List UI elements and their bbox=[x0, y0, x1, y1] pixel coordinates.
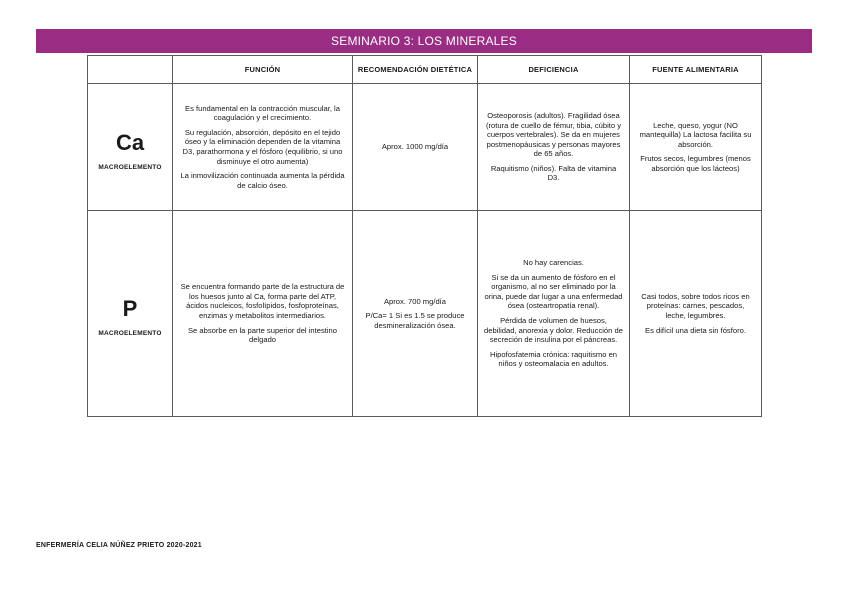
paragraph: Osteoporosis (adultos). Fragilidad ósea (rotura de cuello de fémur, tibia, cúbito y cuerpos vertebrales). Se da en mujeres postmenopáusicas y personas mayores de 65 años. bbox=[485, 110, 622, 159]
page-banner bbox=[36, 29, 812, 53]
header-deficiencia: DEFICIENCIA bbox=[478, 56, 630, 84]
paragraph: Casi todos, sobre todos ricos en proteínas: carnes, pescados, leche, legumbres. bbox=[641, 291, 750, 320]
paragraph: Es difícil una dieta sin fósforo. bbox=[645, 325, 746, 335]
paragraph: Aprox. 1000 mg/día bbox=[381, 142, 449, 152]
paragraph: Hipofosfatemia crónica: raquitismo en niños y osteomalacia en adultos. bbox=[489, 349, 618, 369]
footer-credit: ENFERMERÍA CELIA NÚÑEZ PRIETO 2020-2021 bbox=[36, 542, 202, 549]
paragraph: Su regulación, absorción, depósito en el tejido óseo y la eliminación dependen de la vitamina D3, parathormona y el fósforo (equilibrio, si uno disminuye el otro aumenta) bbox=[182, 127, 343, 166]
header-fuente: FUENTE ALIMENTARIA bbox=[630, 56, 762, 84]
paragraph: Leche, queso, yogur (NO mantequilla) La lactosa facilita su absorción. bbox=[639, 120, 752, 149]
mineral-type: MACROELEMENTO bbox=[98, 163, 162, 171]
paragraph: Si se da un aumento de fósforo en el organismo, al no ser eliminado por la orina, puede dar lugar a una enfermedad ósea (osteartropatía renal). bbox=[484, 272, 623, 311]
header-row bbox=[88, 56, 762, 84]
funcion-cell bbox=[173, 84, 353, 211]
recomendacion-cell bbox=[353, 211, 478, 417]
deficiencia-cell bbox=[478, 84, 630, 211]
table-row bbox=[88, 211, 762, 417]
mineral-symbol: P bbox=[122, 296, 138, 321]
header-recomendacion: RECOMENDACIÓN DIETÉTICA bbox=[353, 56, 478, 84]
fuente-cell bbox=[630, 84, 762, 211]
recomendacion-cell bbox=[353, 84, 478, 211]
mineral-type: MACROELEMENTO bbox=[98, 330, 162, 337]
header-mineral bbox=[88, 56, 173, 84]
header-funcion: FUNCIÓN bbox=[173, 56, 353, 84]
fuente-cell bbox=[630, 211, 762, 417]
paragraph: Es fundamental en la contracción muscular, la coagulación y el crecimiento. bbox=[185, 103, 340, 123]
paragraph: Aprox. 700 mg/día bbox=[383, 296, 447, 306]
funcion-cell bbox=[173, 211, 353, 417]
paragraph: No hay carencias. bbox=[523, 258, 584, 268]
mineral-cell bbox=[88, 84, 173, 211]
paragraph: Se absorbe en la parte superior del intestino delgado bbox=[187, 325, 338, 345]
paragraph: Se encuentra formando parte de la estructura de los huesos junto al Ca, forma parte del ATP, ácidos nucleicos, fosfolípidos, fosfoproteínas, enzimas y metabolitos intermediarios. bbox=[180, 282, 345, 320]
paragraph: Pérdida de volumen de huesos, debilidad, anorexia y dolor. Reducción de secreción de insulina por el páncreas. bbox=[484, 316, 623, 345]
mineral-symbol: Ca bbox=[115, 129, 145, 155]
minerals-table bbox=[87, 55, 762, 417]
paragraph: Raquitismo (niños). Falta de vitamina D3. bbox=[490, 163, 617, 183]
deficiencia-cell bbox=[478, 211, 630, 417]
paragraph: P/Ca= 1 Si es 1.5 se produce desmineralización ósea. bbox=[365, 311, 465, 330]
table-row bbox=[88, 84, 762, 211]
mineral-cell bbox=[88, 211, 173, 417]
paragraph: La inmovilización continuada aumenta la pérdida de calcio óseo. bbox=[180, 171, 345, 190]
page-title: SEMINARIO 3: LOS MINERALES bbox=[331, 34, 517, 48]
paragraph: Frutos secos, legumbres (menos absorción que los lácteos) bbox=[640, 154, 751, 173]
